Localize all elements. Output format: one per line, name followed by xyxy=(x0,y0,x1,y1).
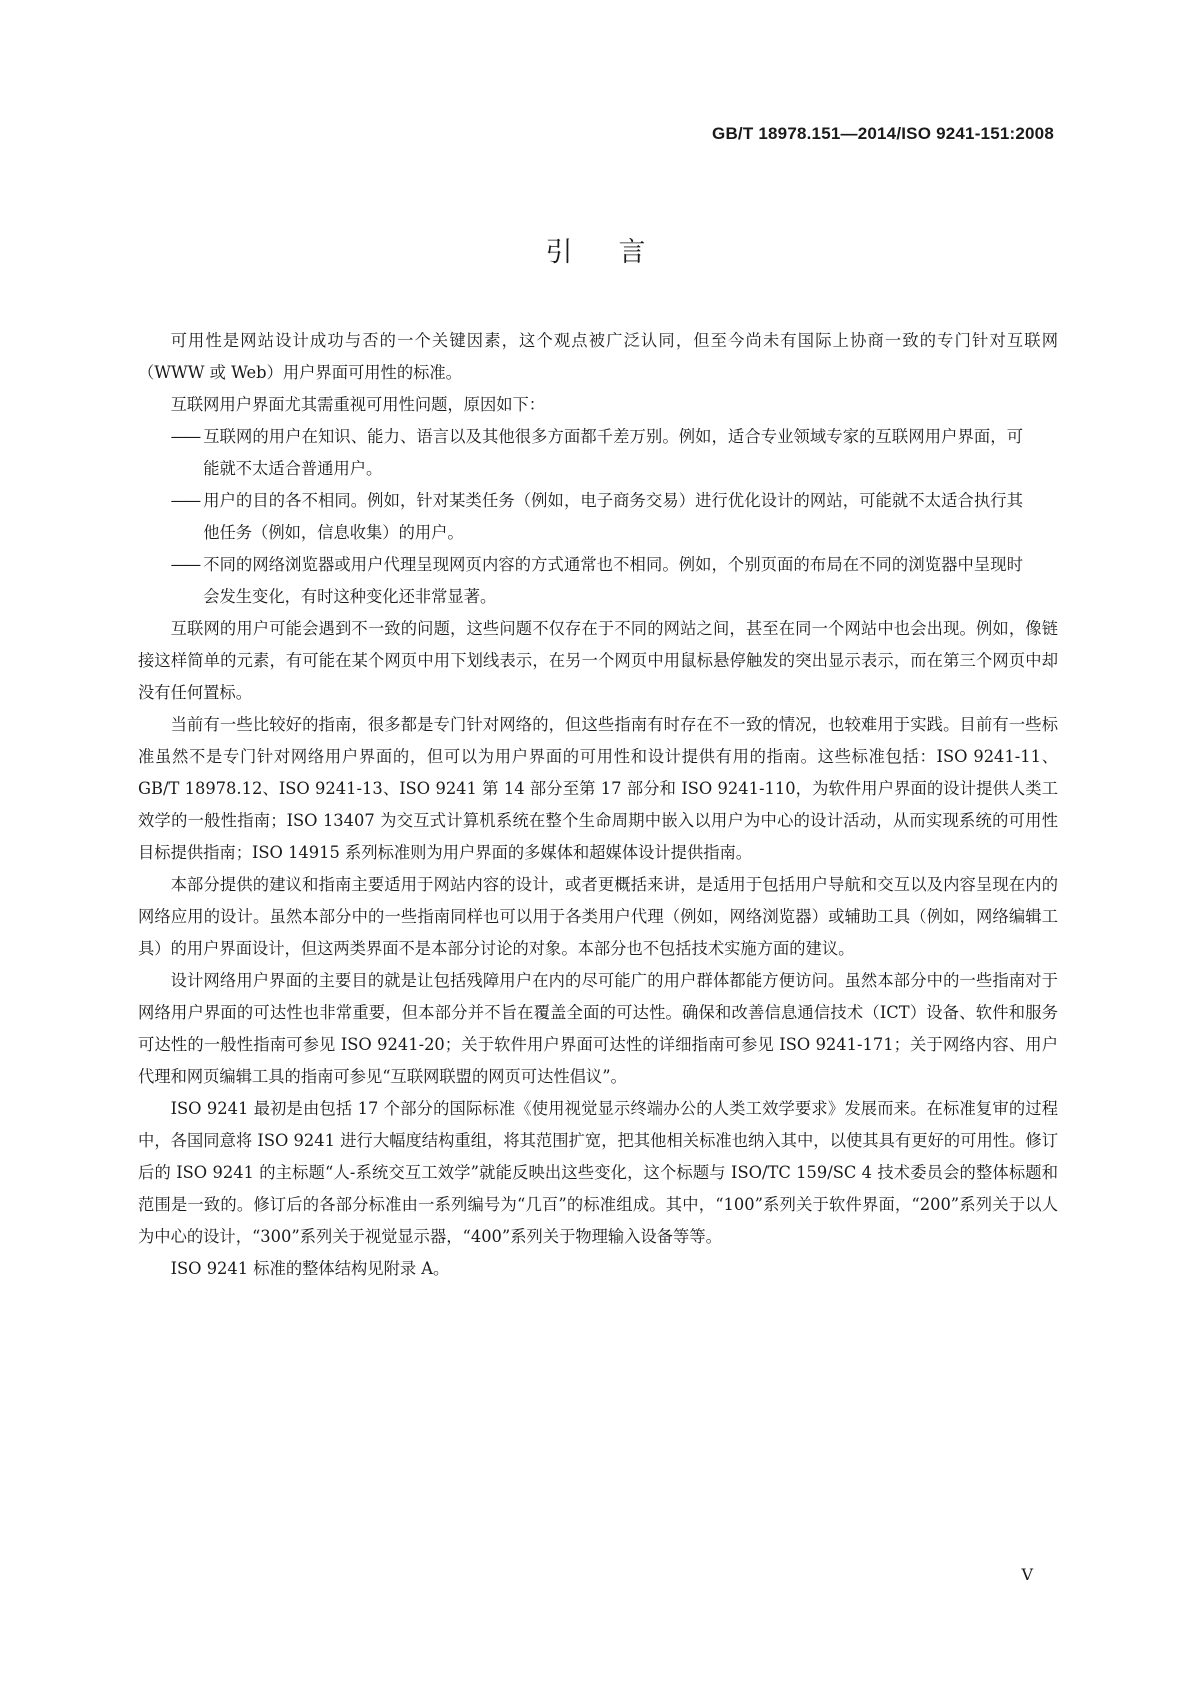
list-dash: —— xyxy=(170,427,200,446)
paragraph: 可用性是网站设计成功与否的一个关键因素，这个观点被广泛认同，但至今尚未有国际上协商一致的专门针对互联网（WWW 或 Web）用户界面可用性的标准。 xyxy=(138,331,1058,382)
paragraph: ISO 9241 标准的整体结构见附录 A。 xyxy=(170,1259,450,1278)
paragraph: 设计网络用户界面的主要目的就是让包括残障用户在内的尽可能广的用户群体都能方便访问。虽然本部分中的一些指南对于网络用户界面的可达性也非常重要，但本部分并不旨在覆盖全面的可达性。确保和改善信息通信技术（ICT）设备、软件和服务可达性的一般性指南可参见 ISO 9241-20；关于软件用户界面可达性的详细指南可参见 ISO 9241-171；关于网络内容、用户代理和网页编辑工具的指南可参见“互联网联盟的网页可达性倡议”。 xyxy=(138,971,1058,1086)
list-dash: —— xyxy=(170,491,200,510)
list-item-text: 互联网的用户在知识、能力、语言以及其他很多方面都千差万别。例如，适合专业领域专家的互联网用户界面，可能就不太适合普通用户。 xyxy=(203,427,1023,478)
paragraph: 互联网的用户可能会遇到不一致的问题，这些问题不仅存在于不同的网站之间，甚至在同一个网站中也会出现。例如，像链接这样简单的元素，有可能在某个网页中用下划线表示，在另一个网页中用鼠标悬停触发的突出显示表示，而在第三个网页中却没有任何置标。 xyxy=(138,619,1058,702)
list-item xyxy=(138,549,1058,613)
standard-number-header: GB/T 18978.151—2014/ISO 9241-151:2008 xyxy=(712,124,1054,143)
paragraph: 本部分提供的建议和指南主要适用于网站内容的设计，或者更概括来讲，是适用于包括用户导航和交互以及内容呈现在内的网络应用的设计。虽然本部分中的一些指南同样也可以用于各类用户代理（例如，网络浏览器）或辅助工具（例如，网络编辑工具）的用户界面设计，但这两类界面不是本部分讨论的对象。本部分也不包括技术实施方面的建议。 xyxy=(138,875,1058,958)
list-dash: —— xyxy=(170,555,200,574)
list-item-text: 用户的目的各不相同。例如，针对某类任务（例如，电子商务交易）进行优化设计的网站，可能就不太适合执行其他任务（例如，信息收集）的用户。 xyxy=(203,491,1023,542)
list-item xyxy=(138,421,1058,485)
paragraph: ISO 9241 最初是由包括 17 个部分的国际标准《使用视觉显示终端办公的人类工效学要求》发展而来。在标准复审的过程中，各国同意将 ISO 9241 进行大幅度结构重组，将其范围扩宽，把其他相关标准也纳入其中，以使其具有更好的可用性。修订后的 ISO 9241 的主标题“人-系统交互工效学”就能反映出这些变化，这个标题与 ISO/TC 159/SC 4 技术委员会的整体标题和范围是一致的。修订后的各部分标准由一系列编号为“几百”的标准组成。其中，“100”系列关于软件界面，“200”系列关于以人为中心的设计，“300”系列关于视觉显示器，“400”系列关于物理输入设备等等。 xyxy=(138,1099,1058,1246)
page-number: V xyxy=(1021,1565,1033,1584)
section-title: 引言 xyxy=(545,237,692,268)
introduction-body xyxy=(138,325,1058,1285)
paragraph: 互联网用户界面尤其需重视可用性问题，原因如下： xyxy=(170,395,546,414)
list-item-text: 不同的网络浏览器或用户代理呈现网页内容的方式通常也不相同。例如，个别页面的布局在不同的浏览器中呈现时会发生变化，有时这种变化还非常显著。 xyxy=(203,555,1023,606)
paragraph: 当前有一些比较好的指南，很多都是专门针对网络的，但这些指南有时存在不一致的情况，也较难用于实践。目前有一些标准虽然不是专门针对网络用户界面的，但可以为用户界面的可用性和设计提供有用的指南。这些标准包括：ISO 9241-11、GB/T 18978.12、ISO 9241-13、ISO 9241 第 14 部分至第 17 部分和 ISO 9241-110，为软件用户界面的设计提供人类工效学的一般性指南；ISO 13407 为交互式计算机系统在整个生命周期中嵌入以用户为中心的设计活动，从而实现系统的可用性目标提供指南；ISO 14915 系列标准则为用户界面的多媒体和超媒体设计提供指南。 xyxy=(138,715,1058,862)
list-item xyxy=(138,485,1058,549)
